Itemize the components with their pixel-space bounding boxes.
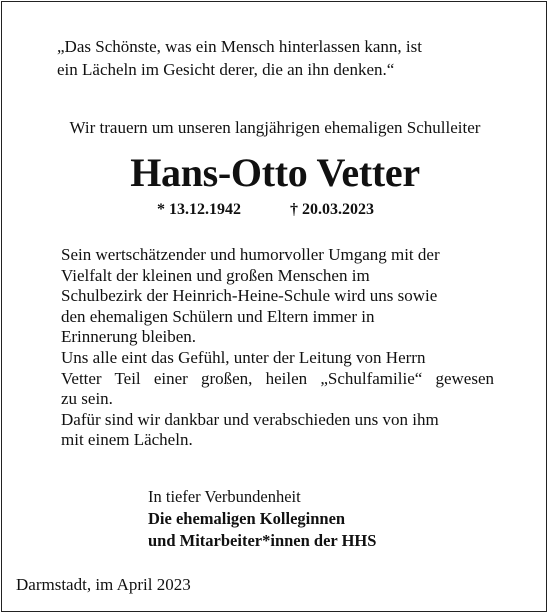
quote-line-1: „Das Schönste, was ein Mensch hinterlassen kann, ist (57, 37, 422, 56)
deceased-name: Hans-Otto Vetter (130, 150, 420, 195)
tribute-line: Vielfalt der kleinen und großen Menschen im (61, 265, 370, 285)
tribute-line: Uns alle eint das Gefühl, unter der Leitung von Herrn (61, 347, 426, 367)
signature-signer-line-1: Die ehemaligen Kolleginnen (148, 509, 346, 528)
tribute-line: Schulbezirk der Heinrich-Heine-Schule wird uns sowie (61, 286, 438, 306)
tribute-line: den ehemaligen Schülern und Eltern immer in (61, 306, 375, 326)
birth-date: * 13.12.1942 (157, 201, 241, 218)
quote-line-2: ein Lächeln im Gesicht derer, die an ihn denken.“ (57, 60, 395, 79)
tribute-line: Dafür sind wir dankbar und verabschieden uns von ihm (61, 409, 439, 429)
signature-signer-line-2: und Mitarbeiter*innen der HHS (148, 531, 377, 550)
tribute-line: Vetter Teil einer großen, heilen „Schulfamilie“ gewesen (61, 368, 494, 388)
intro-text: Wir trauern um unseren langjährigen ehemaligen Schulleiter (69, 118, 481, 137)
tribute-line: Sein wertschätzender und humorvoller Umgang mit der (61, 245, 440, 264)
signature-closing: In tiefer Verbundenheit (148, 487, 301, 506)
place-and-date: Darmstadt, im April 2023 (16, 575, 191, 594)
tribute-line: Erinnerung bleiben. (61, 327, 197, 347)
tribute-line: zu sein. (61, 389, 113, 409)
death-date: † 20.03.2023 (290, 201, 374, 218)
tribute-line: mit einem Lächeln. (61, 430, 193, 450)
tribute-text (61, 245, 494, 451)
